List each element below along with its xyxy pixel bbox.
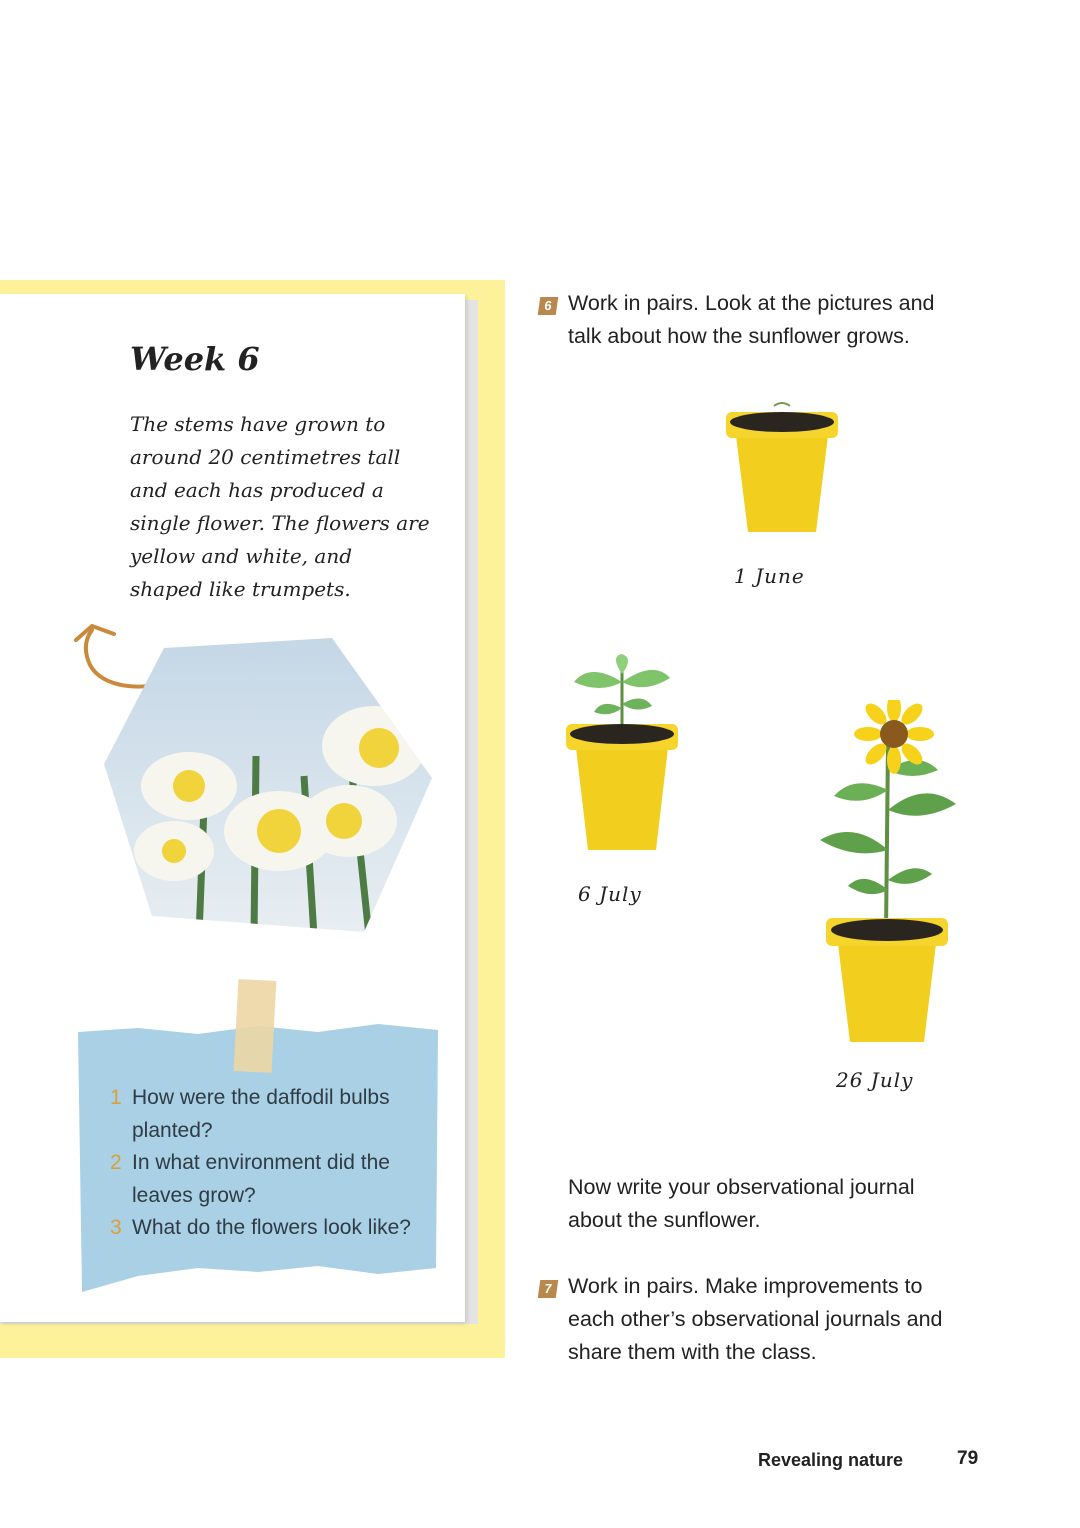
task-7-line-1: Work in pairs. Make improvements to xyxy=(568,1274,923,1298)
question-number: 1 xyxy=(110,1086,122,1109)
journal-entry-text: The stems have grown to around 20 centimetres tall and each has produced a single flower. The flowers are yellow and white, and shaped like trumpets. xyxy=(130,412,430,601)
date-label-1: 1 June xyxy=(734,564,805,588)
daffodil-photo xyxy=(104,636,434,936)
journal-week-title: Week 6 xyxy=(130,340,260,378)
question-number: 2 xyxy=(110,1151,122,1174)
task-7-badge: 7 xyxy=(538,1280,559,1298)
question-item xyxy=(108,1212,428,1245)
task-6-line-2: talk about how the sunflower grows. xyxy=(568,324,910,348)
question-list xyxy=(108,1082,428,1245)
journal-prompt-line-2: about the sunflower. xyxy=(568,1208,761,1232)
question-number: 3 xyxy=(110,1216,122,1239)
question-text: What do the flowers look like? xyxy=(132,1216,411,1239)
flowering-sunflower-pot-image xyxy=(814,700,960,1044)
page-number: 79 xyxy=(957,1448,979,1469)
task-6-badge: 6 xyxy=(538,297,559,315)
young-plant-pot-image xyxy=(560,652,684,852)
task-7-line-2: each other’s observational journals and xyxy=(568,1307,943,1331)
footer-chapter-title: Revealing nature xyxy=(758,1450,904,1470)
seedling-pot-image xyxy=(720,396,844,540)
question-item xyxy=(108,1082,428,1147)
question-text: In what environment did the leaves grow? xyxy=(132,1151,390,1207)
journal-prompt-line-1: Now write your observational journal xyxy=(568,1175,915,1199)
date-label-2: 6 July xyxy=(578,882,642,906)
date-label-3: 26 July xyxy=(836,1068,914,1092)
task-7-line-3: share them with the class. xyxy=(568,1340,817,1364)
task-6-line-1: Work in pairs. Look at the pictures and xyxy=(568,291,935,315)
tape-strip xyxy=(234,979,277,1073)
question-text: How were the daffodil bulbs planted? xyxy=(132,1086,390,1142)
question-item xyxy=(108,1147,428,1212)
